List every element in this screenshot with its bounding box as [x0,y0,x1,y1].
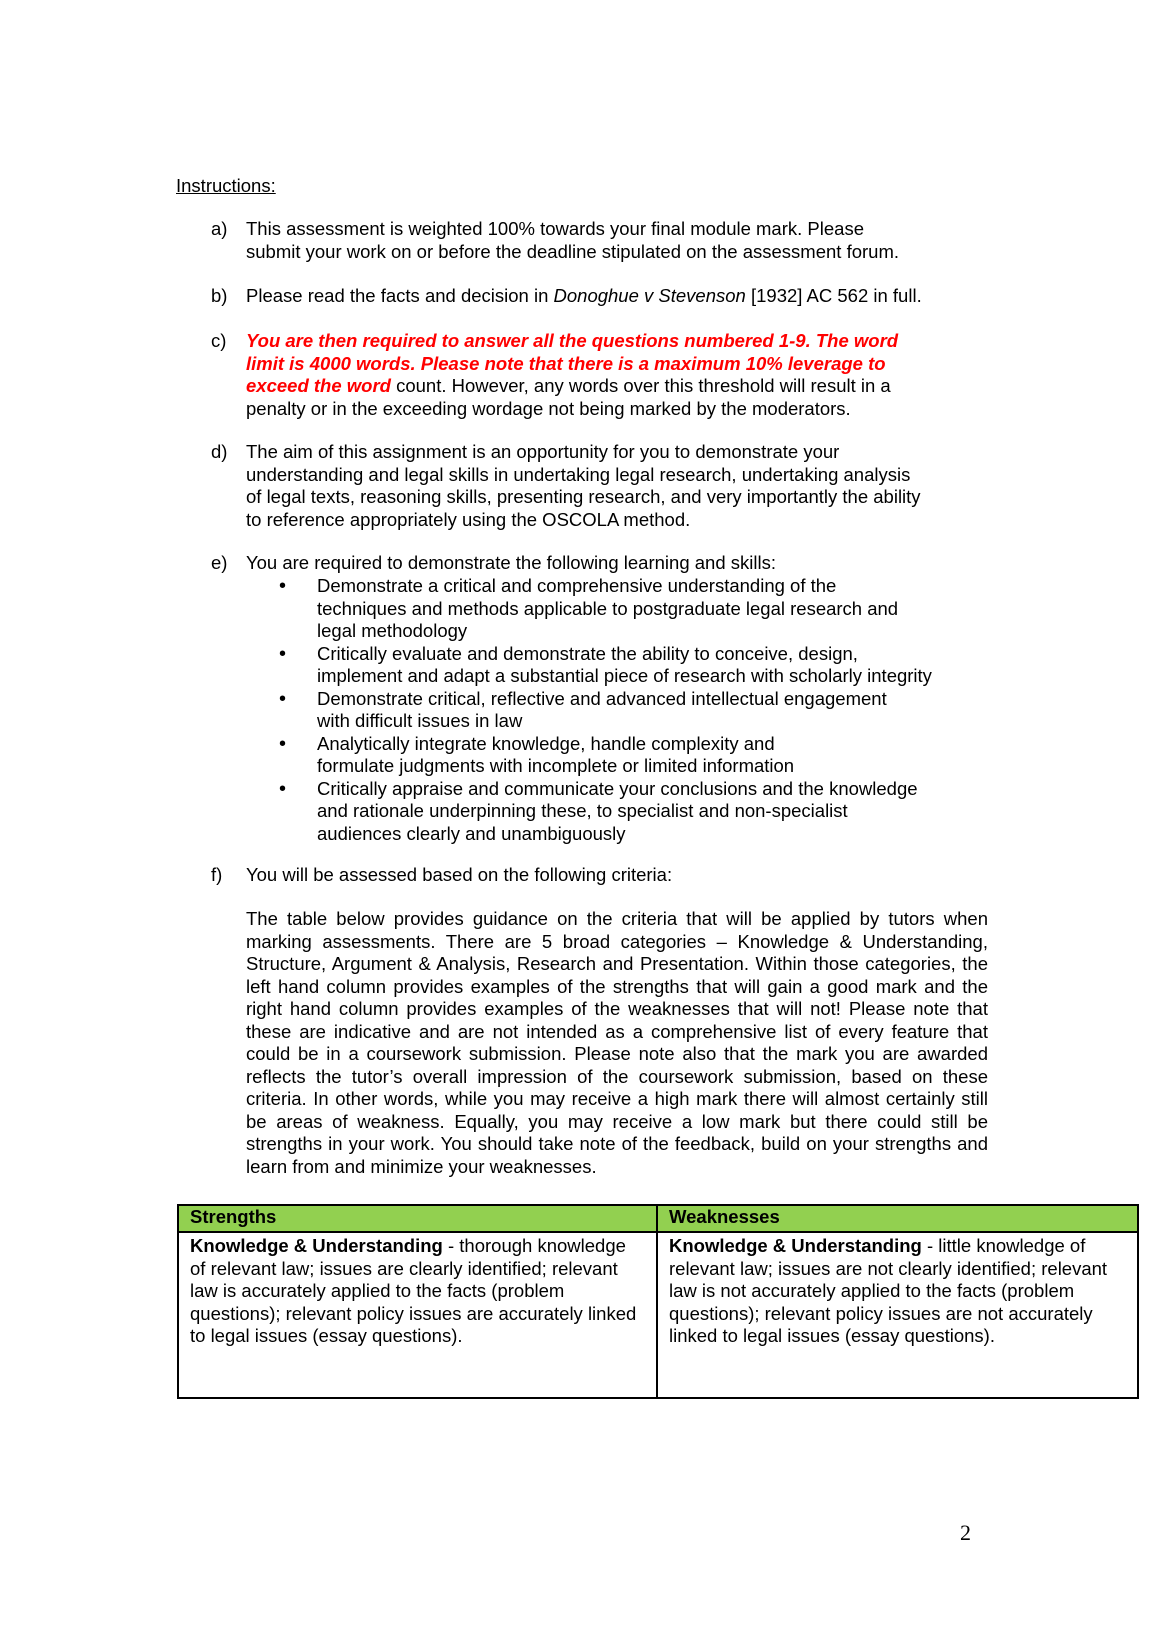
text-segment: Please read the facts and decision in [246,285,554,306]
table-header-row [178,1205,1138,1232]
text-line: • Analytically integrate knowledge, handle complexity and [317,732,775,754]
item-text [246,330,1006,420]
text-segment: [1932] AC 562 in full. [745,285,922,306]
text-line: with difficult issues in law [317,710,523,731]
criteria-guidance-paragraph: The table below provides guidance on the criteria that will be applied by tutors when marking assessments. There are 5 broad categories – Knowledge & Understanding, Structure, Argument & Analysis, Research and Presentation. Within those categories, the left hand column provides examples of the strengths that will gain a good mark and the right hand column provides examples of the weaknesses that will not! Please note that these are indicative and are not intended as a comprehensive list of every feature that could be in a coursework submission. Please note also that the mark you are awarded reflects the tutor’s overall impression of the coursework submission, based on these criteria. In other words, while you may receive a high mark there will almost certainly still be areas of weakness. Equally, you may receive a low mark but there could still be strengths in your work. You should take note of the feedback, build on your strengths and learn from and minimize your weaknesses. [246,908,988,1177]
list-item [279,688,999,733]
text-line: penalty or in the exceeding wordage not being marked by the moderators. [246,397,851,419]
text-line: and rationale underpinning these, to specialist and non-specialist [317,800,848,821]
text-line: understanding and legal skills in undertaking legal research, undertaking analysis [246,463,911,485]
list-item [279,575,999,643]
criterion-title: Knowledge & Understanding [190,1235,443,1256]
item-label: e) [211,552,228,573]
emphasis-line: exceed the word [246,375,391,396]
text-line: implement and adapt a substantial piece of research with scholarly integrity [317,665,932,686]
text-line: legal methodology [317,620,468,641]
item-text: You are required to demonstrate the following learning and skills: [246,552,776,573]
item-label: b) [211,285,228,306]
weakness-cell [657,1232,1138,1398]
emphasis-line: You are then required to answer all the questions numbered 1-9. The word [246,330,899,351]
text-line: • Demonstrate a critical and comprehensive understanding of the [317,575,837,596]
text-line: audiences clearly and unambiguously [317,822,626,844]
text-line: to reference appropriately using the OSCOLA method. [246,508,691,530]
item-label: c) [211,330,227,351]
criteria-table [177,1204,1139,1399]
criterion-text: - thorough knowledge of relevant law; issues are clearly identified; relevant law is accurately applied to the facts (problem questions); relevant policy issues are accurately linked to legal issues (essay questions). [190,1235,637,1346]
list-item [279,778,999,846]
item-label: d) [211,441,228,462]
criterion-title: Knowledge & Understanding [669,1235,922,1256]
text-line: • Demonstrate critical, reflective and advanced intellectual engagement [317,687,887,709]
strengths-header: Strengths [178,1205,657,1232]
weaknesses-header: Weaknesses [657,1205,1138,1232]
text-line: • Critically appraise and communicate your conclusions and the knowledge [317,777,918,799]
text-line: This assessment is weighted 100% towards your final module mark. Please [246,218,864,239]
item-text [246,285,1006,308]
case-name: Donoghue v Stevenson [553,285,746,306]
instructions-heading: Instructions: [176,175,276,196]
item-text: You will be assessed based on the following criteria: [246,864,673,885]
skills-list [279,575,999,845]
text-line: The aim of this assignment is an opportunity for you to demonstrate your [246,441,840,462]
item-label: a) [211,218,228,239]
text-segment: count. However, any words over this threshold will result in a [390,375,891,396]
emphasis-line: limit is 4000 words. Please note that there is a maximum 10% leverage to [246,352,886,374]
item-text [246,218,1006,263]
strength-cell [178,1232,657,1398]
list-item [279,643,999,688]
text-line: formulate judgments with incomplete or limited information [317,755,795,776]
table-row [178,1232,1138,1398]
criterion-text: - little knowledge of relevant law; issues are not clearly identified; relevant law is not accurately applied to the facts (problem questions); relevant policy issues are not accurately linked to legal issues (essay questions). [669,1235,1108,1346]
item-text [246,441,1026,531]
page-number: 2 [960,1520,971,1545]
item-label: f) [211,864,223,885]
text-line: submit your work on or before the deadline stipulated on the assessment forum. [246,240,899,262]
text-line: • Critically evaluate and demonstrate the ability to conceive, design, [317,642,858,664]
text-line: techniques and methods applicable to postgraduate legal research and [317,597,899,619]
list-item [279,733,999,778]
text-line: of legal texts, reasoning skills, presenting research, and very importantly the ability [246,486,921,507]
